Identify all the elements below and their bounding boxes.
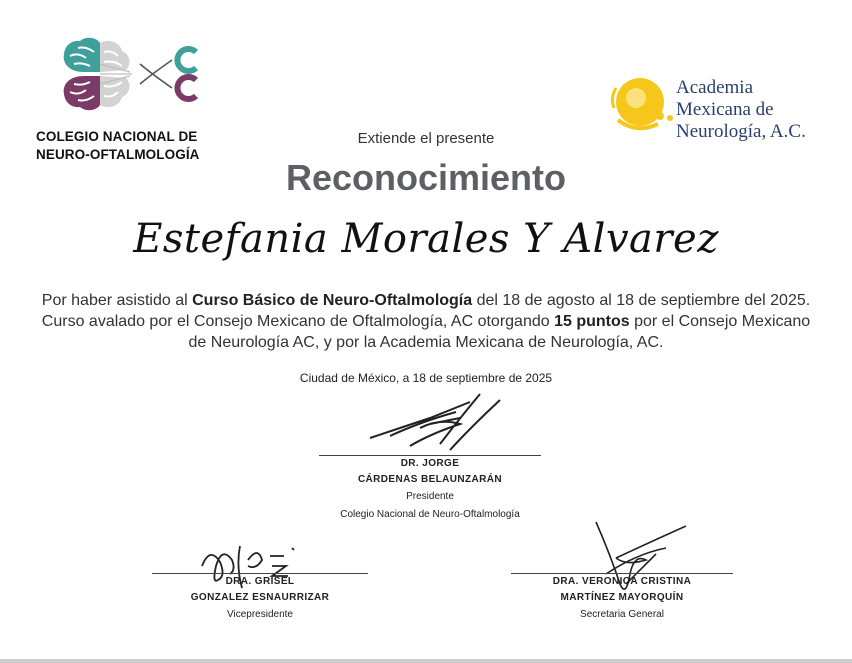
colegio-name-line2: NEURO-OFTALMOLOGÍA	[36, 147, 200, 162]
colegio-name-line1: COLEGIO NACIONAL DE	[36, 129, 198, 144]
signer-role: Presidente	[406, 491, 454, 502]
place-date: Ciudad de México, a 18 de septiembre de 2025	[299, 371, 553, 385]
signer-name-line1: DRA. GRISEL	[225, 576, 295, 587]
signer-role: Secretaria General	[580, 609, 664, 620]
signature-secretary	[500, 573, 744, 624]
intro-text: Extiende el presente	[357, 130, 495, 147]
body-part-2: del 18 de agosto al 18 de septiembre del 2025. Curso avalado por el Consejo Mexicano de Oftalmología, AC otorgando	[41, 292, 811, 330]
signer-name-line1: DR. JORGE	[400, 458, 460, 469]
signature-president	[280, 455, 580, 524]
signer-name-line2: MARTÍNEZ MAYORQUÍN	[560, 592, 684, 603]
body-part-1: Por haber asistido al	[41, 292, 193, 309]
signature-vicepresident	[140, 573, 380, 624]
bottom-divider	[0, 659, 852, 663]
president-signature-icon	[360, 388, 520, 458]
colegio-logo	[36, 34, 236, 169]
recipient-name: Estefania Morales Y Alvarez	[133, 216, 719, 262]
brain-cc-logo-icon	[56, 34, 216, 114]
signer-name-line1: DRA. VERONICA CRISTINA	[552, 576, 692, 587]
signer-org: Colegio Nacional de Neuro-Oftalmología	[340, 509, 520, 520]
certificate-title: Reconocimiento	[285, 157, 567, 198]
signer-name-line2: GONZALEZ ESNAURRIZAR	[190, 592, 330, 603]
sun-eye-logo-icon	[606, 68, 686, 138]
body-part-3: por el Consejo Mexicano de Neurología AC, y por la Academia Mexicana de Neurología, AC.	[188, 313, 811, 351]
certificate-body	[40, 290, 812, 353]
academia-name-line1: Academia	[676, 77, 754, 98]
academia-name-line2: Mexicana de	[676, 99, 774, 120]
signer-role: Vicepresidente	[227, 609, 293, 620]
academia-name-line3: Neurología, A.C.	[676, 121, 806, 142]
signer-name-line2: CÁRDENAS BELAUNZARÁN	[357, 474, 503, 485]
points-awarded: 15 puntos	[554, 313, 630, 330]
course-name: Curso Básico de Neuro-Oftalmología	[192, 292, 473, 309]
